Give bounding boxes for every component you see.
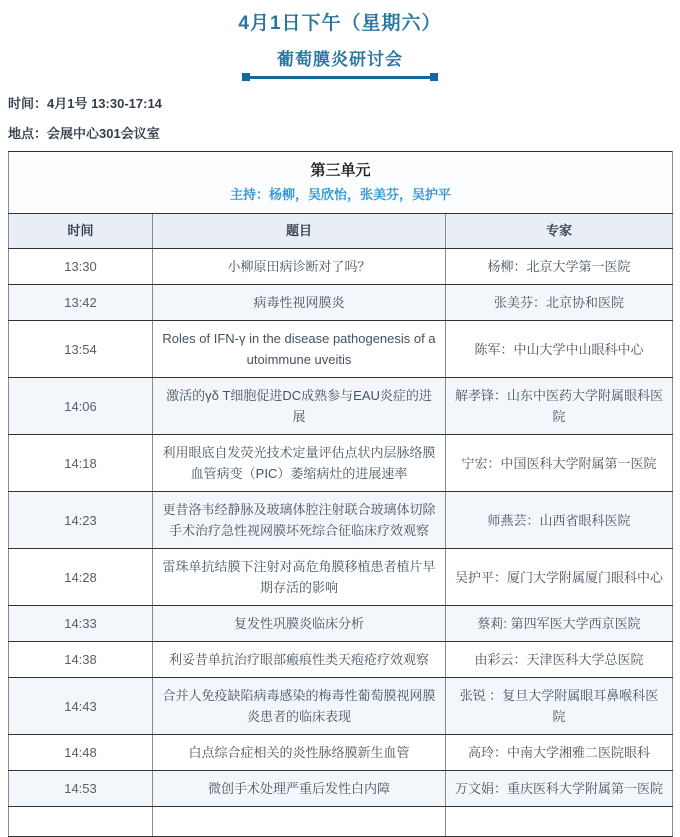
underline-left-cap: [242, 73, 250, 81]
time-cell: 14:43: [9, 678, 153, 735]
expert-cell: 张美芬：北京协和医院: [446, 285, 673, 321]
time-cell: [9, 807, 153, 837]
table-row: [9, 492, 673, 549]
session-time: 时间：4月1号 13:30-17:14: [8, 96, 162, 111]
column-header-title: 题目: [153, 214, 446, 249]
table-row: [9, 321, 673, 378]
expert-cell: [446, 807, 673, 837]
title-cell: 白点综合症相关的炎性脉络膜新生血管: [153, 735, 446, 771]
expert-cell: 师燕芸：山西省眼科医院: [446, 492, 673, 549]
title-cell: 病毒性视网膜炎: [153, 285, 446, 321]
schedule-table: [8, 151, 673, 837]
title-cell: 雷珠单抗结膜下注射对高危角膜移植患者植片早期存活的影响: [153, 549, 446, 606]
page-title: 4月1日下午（星期六）: [238, 13, 442, 34]
time-cell: 14:38: [9, 642, 153, 678]
time-cell: 13:30: [9, 249, 153, 285]
table-row: [9, 435, 673, 492]
expert-cell: 杨柳：北京大学第一医院: [446, 249, 673, 285]
table-row: [9, 642, 673, 678]
title-cell: 利妥昔单抗治疗眼部瘢痕性类天疱疮疗效观察: [153, 642, 446, 678]
session-subtitle: 葡萄膜炎研讨会: [277, 50, 403, 69]
time-cell: 14:48: [9, 735, 153, 771]
expert-cell: 高玲：中南大学湘雅二医院眼科: [446, 735, 673, 771]
title-cell: 激活的γδ T细胞促进DC成熟参与EAU炎症的进展: [153, 378, 446, 435]
column-header-row: [9, 214, 673, 249]
table-row-partial: [9, 807, 673, 837]
title-cell: [153, 807, 446, 837]
time-cell: 14:23: [9, 492, 153, 549]
underline-bar: [250, 76, 430, 79]
unit-title: 第三单元: [310, 162, 371, 179]
table-row: [9, 249, 673, 285]
column-header-time: 时间: [9, 214, 153, 249]
unit-header-cell: [9, 152, 673, 214]
expert-cell: 张锐 ：复旦大学附属眼耳鼻喉科医院: [446, 678, 673, 735]
expert-cell: 宁宏：中国医科大学附属第一医院: [446, 435, 673, 492]
title-cell: 微创手术处理严重后发性白内障: [153, 771, 446, 807]
expert-cell: 吴护平：厦门大学附属厦门眼科中心: [446, 549, 673, 606]
table-row: [9, 549, 673, 606]
time-cell: 13:54: [9, 321, 153, 378]
title-cell: 复发性巩膜炎临床分析: [153, 606, 446, 642]
table-row: [9, 606, 673, 642]
time-cell: 14:53: [9, 771, 153, 807]
underline-right-cap: [430, 73, 438, 81]
time-cell: 14:06: [9, 378, 153, 435]
table-row: [9, 771, 673, 807]
title-cell: 小柳原田病诊断对了吗？: [153, 249, 446, 285]
title-cell: 利用眼底自发荧光技术定量评估点状内层脉络膜血管病变（PIC）萎缩病灶的进展速率: [153, 435, 446, 492]
session-location: 地点：会展中心301会议室: [8, 126, 160, 141]
table-row: [9, 678, 673, 735]
session-rows: [9, 249, 673, 837]
expert-cell: 由彩云：天津医科大学总医院: [446, 642, 673, 678]
expert-cell: 蔡莉: 第四军医大学西京医院: [446, 606, 673, 642]
time-cell: 14:33: [9, 606, 153, 642]
time-cell: 14:18: [9, 435, 153, 492]
column-header-expert: 专家: [446, 214, 673, 249]
title-cell: 合并人免疫缺陷病毒感染的梅毒性葡萄膜视网膜炎患者的临床表现: [153, 678, 446, 735]
table-row: [9, 378, 673, 435]
unit-chairs: 主持：杨柳，吴欣怡，张美芬，吴护平: [230, 187, 452, 202]
subtitle-underline: [0, 73, 680, 81]
expert-cell: 陈军：中山大学中山眼科中心: [446, 321, 673, 378]
expert-cell: 解孝锋：山东中医药大学附属眼科医院: [446, 378, 673, 435]
table-row: [9, 735, 673, 771]
expert-cell: 万文娟：重庆医科大学附属第一医院: [446, 771, 673, 807]
unit-header-row: [9, 152, 673, 214]
title-cell: Roles of IFN-γ in the disease pathogenesis of autoimmune uveitis: [153, 321, 446, 378]
time-cell: 14:28: [9, 549, 153, 606]
title-cell: 更昔洛韦经静脉及玻璃体腔注射联合玻璃体切除手术治疗急性视网膜坏死综合征临床疗效观察: [153, 492, 446, 549]
time-cell: 13:42: [9, 285, 153, 321]
table-row: [9, 285, 673, 321]
